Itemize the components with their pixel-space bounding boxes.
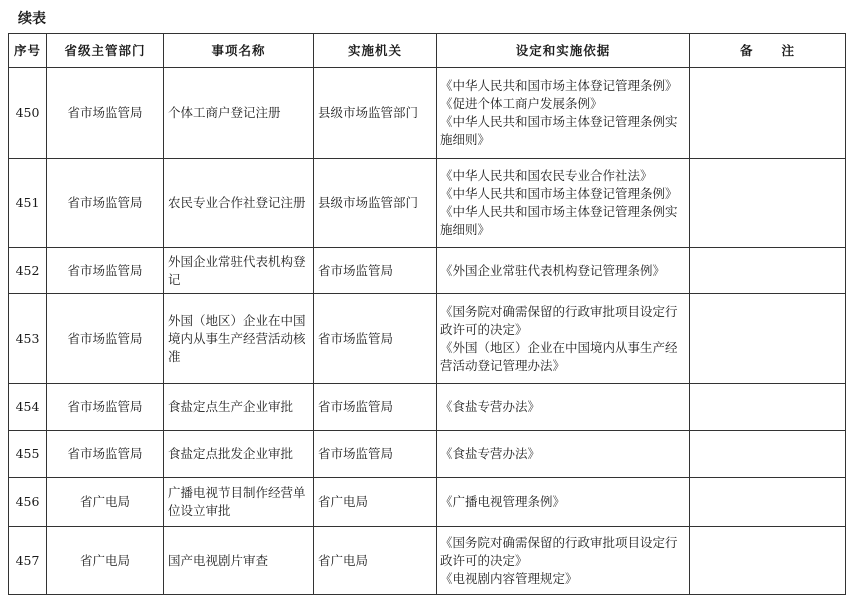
row-number: 457 (9, 527, 47, 595)
row-number: 456 (9, 478, 47, 527)
header-agency: 实施机关 (314, 34, 437, 68)
table-row (9, 384, 846, 431)
row-number: 450 (9, 68, 47, 159)
row-remark (690, 527, 846, 595)
row-agency: 省广电局 (314, 527, 437, 595)
row-dept: 省市场监管局 (47, 384, 164, 431)
row-item-name: 农民专业合作社登记注册 (164, 159, 314, 248)
row-remark (690, 431, 846, 478)
header-remark-b: 注 (781, 42, 796, 58)
row-dept: 省市场监管局 (47, 248, 164, 294)
header-dept: 省级主管部门 (47, 34, 164, 68)
row-item-name: 外国（地区）企业在中国境内从事生产经营活动核准 (164, 294, 314, 384)
row-dept: 省市场监管局 (47, 294, 164, 384)
row-item-name: 食盐定点批发企业审批 (164, 431, 314, 478)
table-row (9, 527, 846, 595)
table-row (9, 294, 846, 384)
row-item-name: 食盐定点生产企业审批 (164, 384, 314, 431)
header-remark (690, 34, 846, 68)
table-caption: 续表 (18, 11, 46, 27)
row-dept: 省市场监管局 (47, 68, 164, 159)
row-item-name: 个体工商户登记注册 (164, 68, 314, 159)
row-remark (690, 478, 846, 527)
row-item-name: 广播电视节目制作经营单位设立审批 (164, 478, 314, 527)
row-basis: 《国务院对确需保留的行政审批项目设定行政许可的决定》 《电视剧内容管理规定》 (437, 527, 690, 595)
row-agency: 县级市场监管部门 (314, 68, 437, 159)
table-header-row (9, 34, 846, 68)
row-basis: 《广播电视管理条例》 (437, 478, 690, 527)
row-basis: 《食盐专营办法》 (437, 384, 690, 431)
row-dept: 省市场监管局 (47, 159, 164, 248)
table-row (9, 431, 846, 478)
table-row (9, 248, 846, 294)
table-row (9, 478, 846, 527)
row-agency: 县级市场监管部门 (314, 159, 437, 248)
row-basis: 《外国企业常驻代表机构登记管理条例》 (437, 248, 690, 294)
row-agency: 省市场监管局 (314, 431, 437, 478)
row-dept: 省市场监管局 (47, 431, 164, 478)
header-no: 序号 (9, 34, 47, 68)
row-dept: 省广电局 (47, 527, 164, 595)
row-agency: 省市场监管局 (314, 294, 437, 384)
row-item-name: 国产电视剧片审查 (164, 527, 314, 595)
row-number: 452 (9, 248, 47, 294)
header-basis: 设定和实施依据 (437, 34, 690, 68)
table-row (9, 159, 846, 248)
row-dept: 省广电局 (47, 478, 164, 527)
row-number: 453 (9, 294, 47, 384)
row-remark (690, 68, 846, 159)
row-remark (690, 384, 846, 431)
header-name: 事项名称 (164, 34, 314, 68)
row-basis: 《中华人民共和国市场主体登记管理条例》 《促进个体工商户发展条例》 《中华人民共和国市场主体登记管理条例实施细则》 (437, 68, 690, 159)
row-agency: 省市场监管局 (314, 384, 437, 431)
row-item-name: 外国企业常驻代表机构登记 (164, 248, 314, 294)
row-agency: 省广电局 (314, 478, 437, 527)
row-remark (690, 294, 846, 384)
table-row (9, 68, 846, 159)
row-basis: 《食盐专营办法》 (437, 431, 690, 478)
row-remark (690, 248, 846, 294)
row-basis: 《中华人民共和国农民专业合作社法》 《中华人民共和国市场主体登记管理条例》 《中华人民共和国市场主体登记管理条例实施细则》 (437, 159, 690, 248)
row-number: 455 (9, 431, 47, 478)
approval-items-table (8, 33, 846, 595)
row-number: 451 (9, 159, 47, 248)
row-agency: 省市场监管局 (314, 248, 437, 294)
header-remark-a: 备 (739, 42, 754, 58)
row-basis: 《国务院对确需保留的行政审批项目设定行政许可的决定》 《外国（地区）企业在中国境内从事生产经营活动登记管理办法》 (437, 294, 690, 384)
row-number: 454 (9, 384, 47, 431)
row-remark (690, 159, 846, 248)
